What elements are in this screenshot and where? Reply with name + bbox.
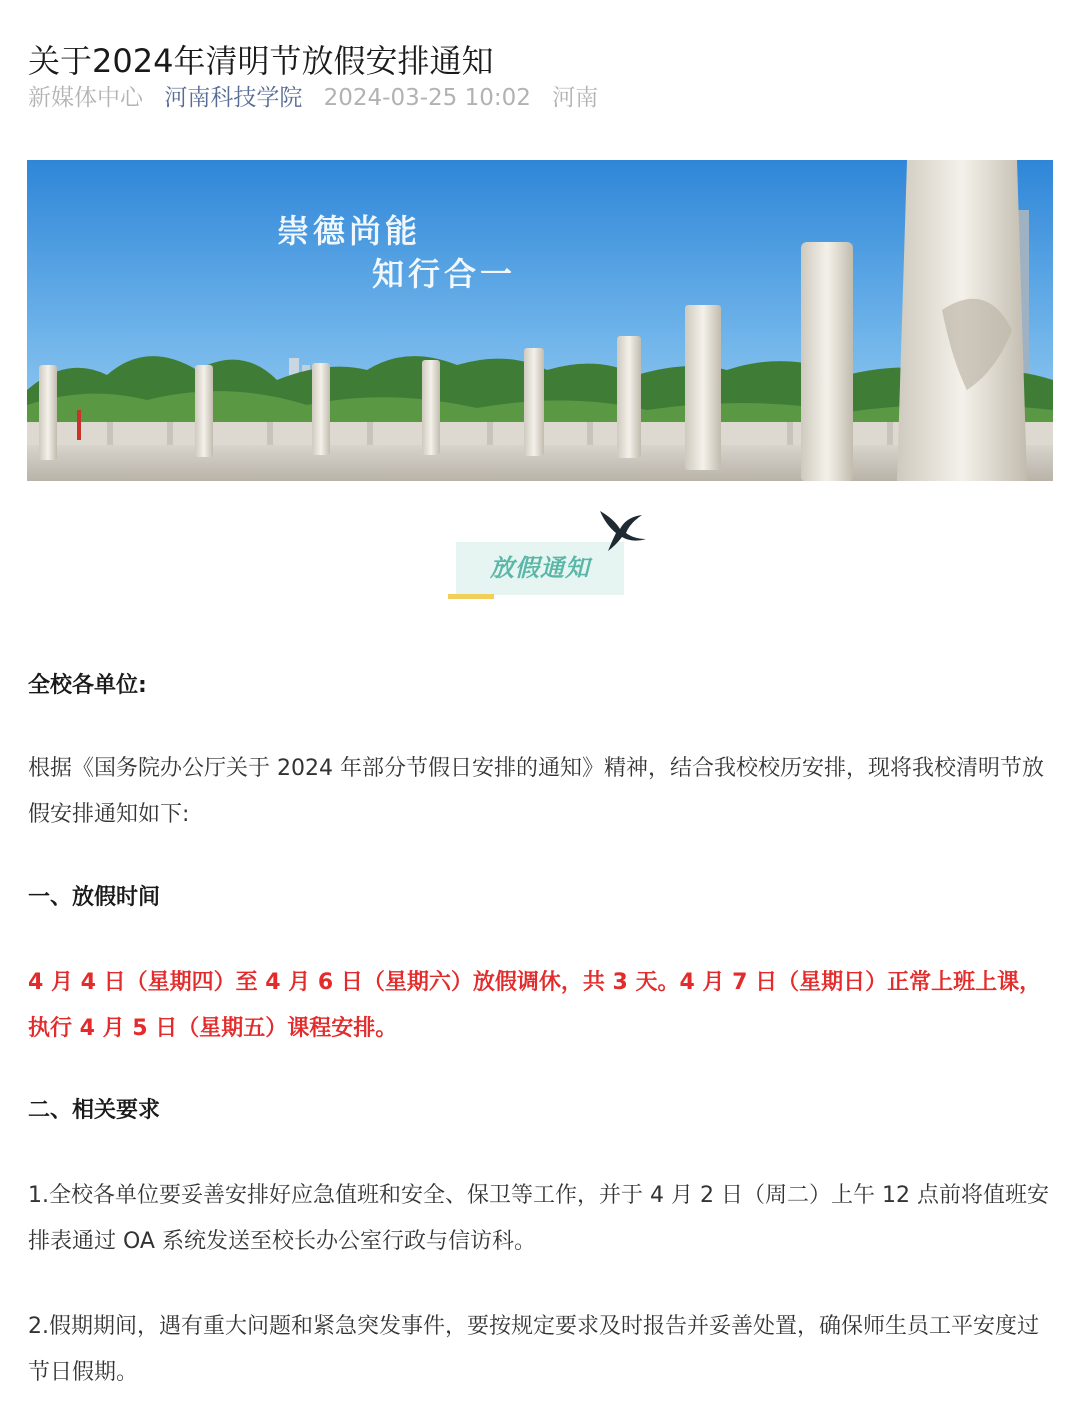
badge-label: 放假通知	[490, 554, 590, 582]
article-title: 关于2024年清明节放假安排通知	[28, 42, 494, 81]
banner-slogan-line1: 崇德尚能	[277, 212, 422, 250]
requirement-item-2: 2.假期期间，遇有重大问题和紧急突发事件，要按规定要求及时报告并妥善处置，确保师生员工平安度过节日假期。	[28, 1314, 1039, 1385]
section1-heading: 一、放假时间	[28, 885, 161, 910]
account-link[interactable]: 河南科技学院	[164, 85, 303, 111]
banner-slogan-line2: 知行合一	[372, 255, 517, 293]
publish-location: 河南	[552, 85, 599, 111]
requirement-item-1: 1.全校各单位要妥善安排好应急值班和安全、保卫等工作，并于 4 月 2 日（周二）上午 12 点前将值班安排表通过 OA 系统发送至校长办公室行政与信访科。	[28, 1183, 1049, 1254]
author-name: 新媒体中心	[28, 85, 143, 111]
publish-datetime: 2024-03-25 10:02	[323, 85, 531, 111]
article-meta	[28, 78, 612, 118]
campus-banner-image	[27, 160, 1053, 481]
holiday-schedule-text: 4 月 4 日（星期四）至 4 月 6 日（星期六）放假调休，共 3 天。4 月 7 日（星期日）正常上班上课，执行 4 月 5 日（星期五）课程安排。	[28, 970, 1042, 1041]
section2-heading: 二、相关要求	[28, 1098, 161, 1123]
intro-paragraph: 根据《国务院办公厅关于 2024 年部分节假日安排的通知》精神，结合我校校历安排，现将我校清明节放假安排通知如下:	[28, 756, 1044, 827]
swallow-icon	[596, 505, 648, 553]
salutation: 全校各单位:	[28, 673, 147, 698]
holiday-badge	[448, 505, 658, 605]
